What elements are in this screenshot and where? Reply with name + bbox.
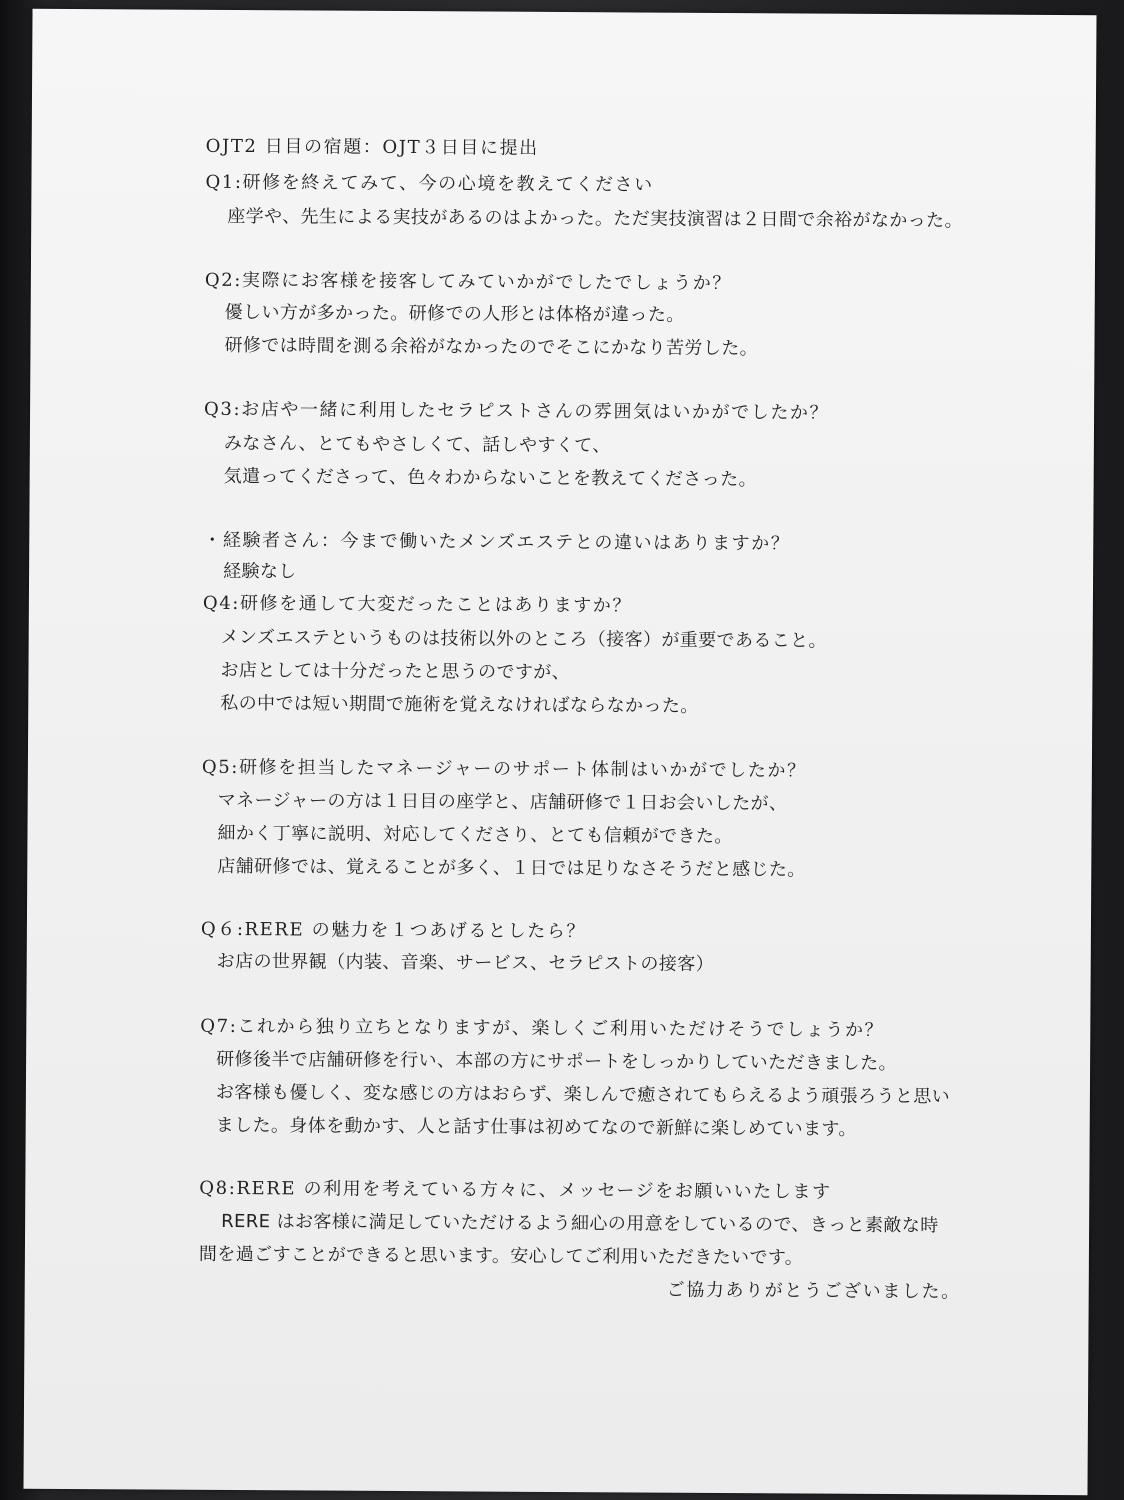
answer-q4-line2: お店としては十分だったと思うのですが、 (220, 659, 571, 684)
question-q6: Q６:RERE の魅力を１つあげるとしたら？ (200, 918, 587, 943)
question-experienced: ・経験者さん：今まで働いたメンズエステとの違いはありますか？ (203, 529, 791, 555)
answer-q8-line2: 間を過ごすことができると思います。安心してご利用いただきたいです。 (198, 1243, 804, 1269)
answer-q2-line2: 研修では時間を測る余裕がなかったのでそこにかなり苦労した。 (224, 334, 759, 360)
answer-q3-line1: みなさん、とてもやさしくて、話しやすくて、 (223, 432, 611, 457)
answer-q7-line1: 研修後半で店舗研修を行い、本部の方にサポートをしっかりしていただきました。 (216, 1048, 897, 1075)
answer-q6-line1: お店の世界観（内装、音楽、サービス、セラピストの接客） (216, 950, 715, 975)
question-q2: Q2:実際にお客様を接客してみていかがでしたでしょうか？ (204, 269, 733, 295)
answer-q1-line1: 座学や、先生による実技があるのはよかった。ただ実技演習は２日間で余裕がなかった。 (227, 205, 963, 232)
answer-q5-line1: マネージャーの方は１日目の座学と、店舗研修で１日お会いしたが、 (217, 789, 788, 815)
answer-q8-line1: RERE はお客様に満足していただけるよう細心の用意をしているので、きっと素敵な時 (221, 1210, 939, 1237)
answer-q7-line2: お客様も優しく、変な感じの方はおらず、楽しんで癒されてもらえるよう頑張ろうと思い (215, 1081, 951, 1108)
question-q5: Q5:研修を担当したマネージャーのサポート体制はいかがでしたか？ (201, 756, 807, 782)
answer-q5-line2: 細かく丁寧に説明、対応してくださり、とても信頼ができた。 (217, 822, 733, 848)
paper-sheet (23, 9, 1096, 1495)
answer-q2-line1: 優しい方が多かった。研修での人形とは体格が違った。 (224, 301, 685, 326)
answer-experienced-line1: 経験なし (223, 560, 297, 583)
answer-q3-line2: 気遣ってくださって、色々わからないことを教えてくださった。 (223, 465, 757, 491)
answer-q7-line3: ました。身体を動かす、人と話す仕事は初めてなので新鮮に楽しめています。 (215, 1114, 857, 1140)
closing-thanks: ご協力ありがとうございました。 (666, 1279, 961, 1303)
answer-q5-line3: 店舗研修では、覚えることが多く、１日では足りなさそうだと感じた。 (217, 855, 806, 881)
question-q3: Q3:お店や一緒に利用したセラピストさんの雰囲気はいかがでしたか？ (204, 398, 830, 424)
questionnaire (198, 135, 1026, 1303)
question-q1: Q1:研修を終えてみて、今の心境を教えてください (205, 171, 654, 196)
question-q8: Q8:RERE の利用を考えている方々に、メッセージをお願いいたします (199, 1177, 832, 1203)
document-header: OJT2 日目の宿題：OJT３日目に提出 (205, 135, 539, 159)
question-q4: Q4:研修を通して大変だったことはありますか？ (202, 592, 633, 617)
question-q7: Q7:これから独り立ちとなりますが、楽しくご利用いただけそうでしょうか？ (200, 1015, 885, 1041)
answer-q4-line1: メンズエステというものは技術以外のところ（接客）が重要であること。 (220, 626, 828, 652)
answer-q4-line3: 私の中では短い期間で施術を覚えなければならなかった。 (220, 692, 699, 717)
